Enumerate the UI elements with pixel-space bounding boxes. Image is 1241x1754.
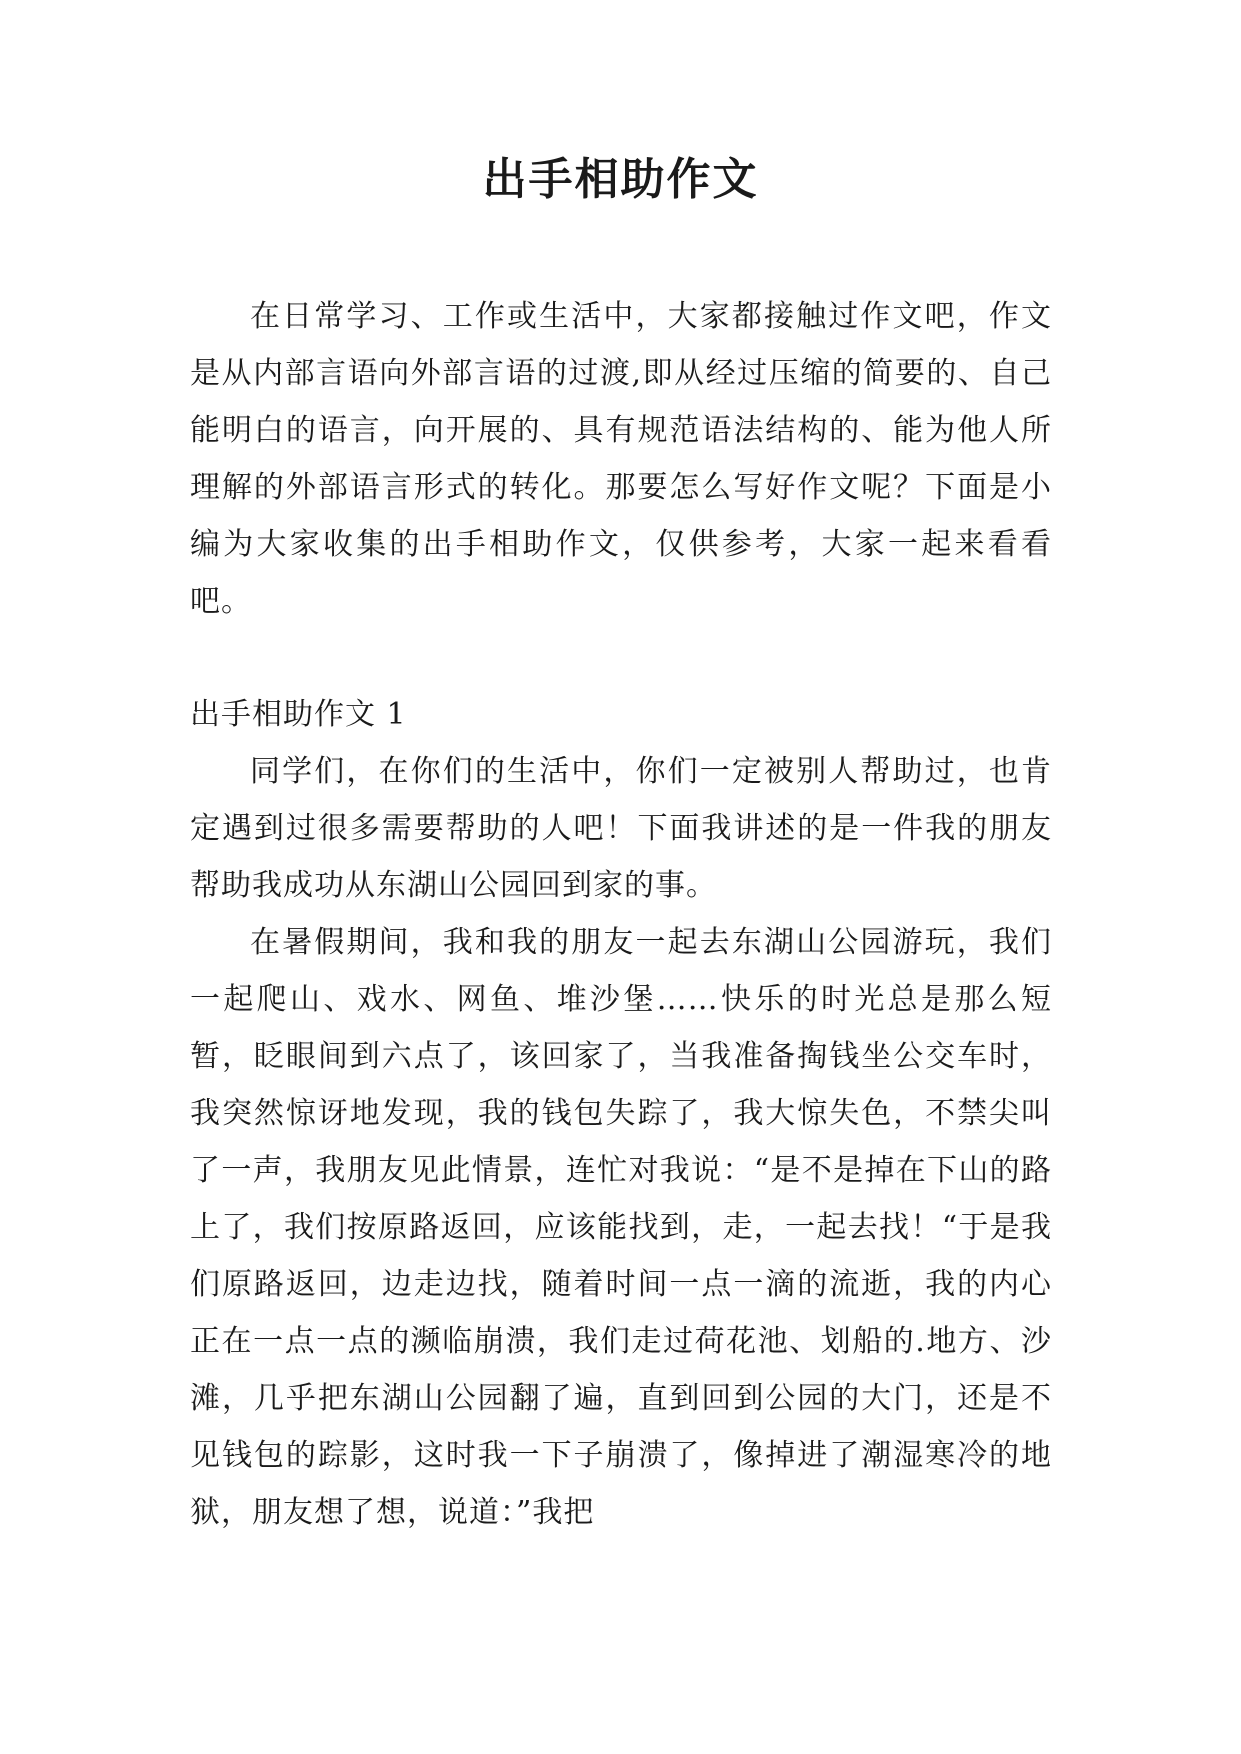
body-paragraph-1: 同学们，在你们的生活中，你们一定被别人帮助过，也肯定遇到过很多需要帮助的人吧！下面我讲述的是一件我的朋友帮助我成功从东湖山公园回到家的事。: [190, 754, 1052, 903]
section-heading: 出手相助作文 1: [190, 697, 407, 732]
body-paragraph-2: 在暑假期间，我和我的朋友一起去东湖山公园游玩，我们一起爬山、戏水、网鱼、堆沙堡……快乐的时光总是那么短暂，眨眼间到六点了，该回家了，当我准备掏钱坐公交车时，我突然惊讶地发现，我的钱包失踪了，我大惊失色，不禁尖叫了一声，我朋友见此情景，连忙对我说：“是不是掉在下山的路上了，我们按原路返回，应该能找到，走，一起去找！“于是我们原路返回，边走边找，随着时间一点一滴的流逝，我的内心正在一点一点的濒临崩溃，我们走过荷花池、划船的.地方、沙滩，几乎把东湖山公园翻了遍，直到回到公园的大门，还是不见钱包的踪影，这时我一下子崩溃了，像掉进了潮湿寒冷的地狱，朋友想了想，说道：”我把: [190, 925, 1052, 1530]
document-body: [190, 288, 1052, 1541]
document-title: 出手相助作文: [482, 154, 759, 205]
intro-paragraph: 在日常学习、工作或生活中，大家都接触过作文吧，作文是从内部言语向外部言语的过渡,即从经过压缩的简要的、自己能明白的语言，向开展的、具有规范语法结构的、能为他人所理解的外部语言形式的转化。那要怎么写好作文呢？下面是小编为大家收集的出手相助作文，仅供参考，大家一起来看看吧。: [190, 299, 1052, 619]
